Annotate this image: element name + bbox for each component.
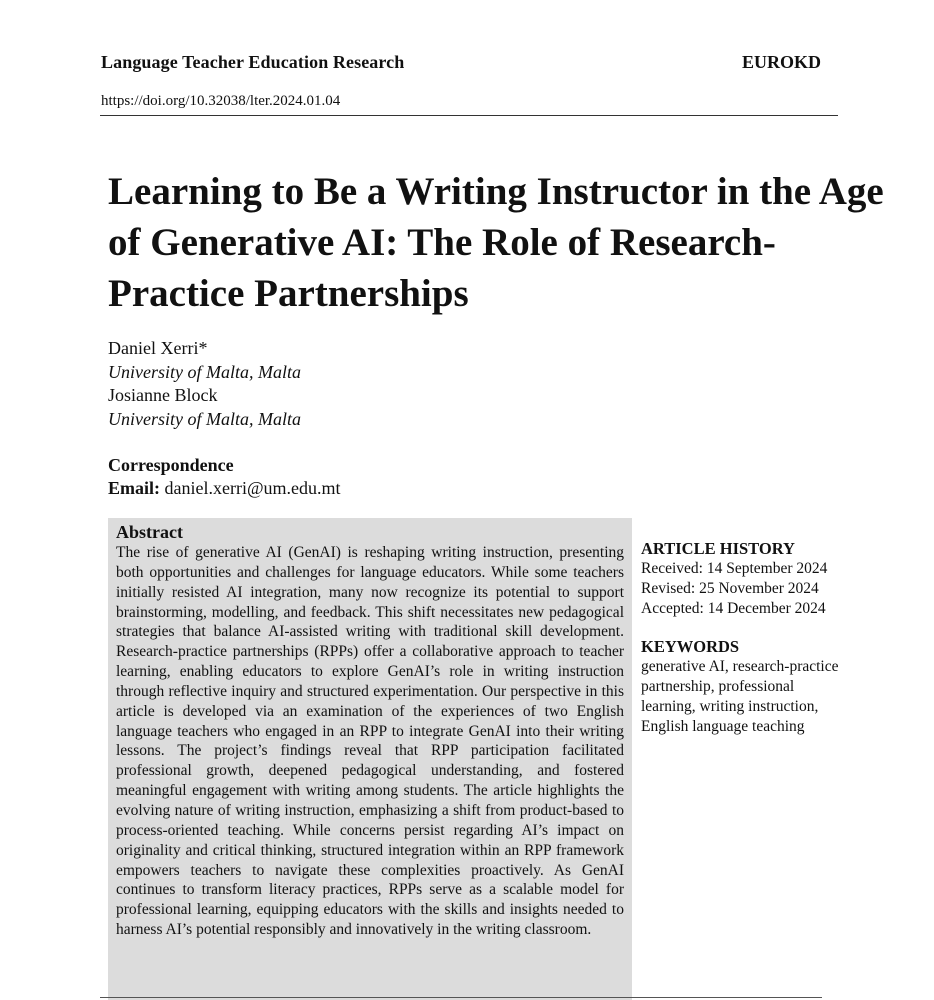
keywords-text: generative AI, research-practice partnership, professional learning, writing instruction, English language teaching xyxy=(641,658,839,735)
abstract-box xyxy=(108,518,632,1000)
keywords-heading: KEYWORDS xyxy=(641,637,740,656)
email-label: Email: xyxy=(108,478,160,498)
received-date: Received: 14 September 2024 xyxy=(641,560,828,577)
article-sidebar xyxy=(641,539,856,737)
doi-link[interactable]: https://doi.org/10.32038/lter.2024.01.04 xyxy=(101,93,341,109)
publisher-name: EUROKD xyxy=(741,52,821,72)
article-title: Learning to Be a Writing Instructor in the Age of Generative AI: The Role of Research-Practice Partnerships xyxy=(108,170,884,315)
correspondence-block xyxy=(108,454,341,500)
correspondence-heading: Correspondence xyxy=(108,455,234,475)
author-affiliation: University of Malta, Malta xyxy=(108,408,301,429)
email-address[interactable]: daniel.xerri@um.edu.mt xyxy=(164,478,341,498)
header-divider xyxy=(100,115,838,116)
article-history-heading: ARTICLE HISTORY xyxy=(641,539,795,558)
email-line xyxy=(108,477,341,500)
article-history-dates xyxy=(641,559,856,619)
accepted-date: Accepted: 14 December 2024 xyxy=(641,600,826,617)
revised-date: Revised: 25 November 2024 xyxy=(641,580,819,597)
footer-divider xyxy=(100,997,822,998)
abstract-heading: Abstract xyxy=(116,522,183,542)
author-name: Daniel Xerri* xyxy=(108,338,208,358)
journal-name: Language Teacher Education Research xyxy=(101,52,405,72)
author-affiliation: University of Malta, Malta xyxy=(108,361,301,382)
author-name: Josianne Block xyxy=(108,385,218,405)
author-list xyxy=(108,337,301,431)
abstract-text: The rise of generative AI (GenAI) is reshaping writing instruction, presenting both opportunities and challenges for language educators. While some teachers initially resisted AI integration, many now recognize its potential to support brainstorming, modelling, and feedback. This shift necessitates new pedagogical strategies that balance AI-assisted writing with traditional skill development. Research-practice partnerships (RPPs) offer a collaborative approach to teacher learning, enabling educators to explore GenAI’s role in writing instruction through reflective inquiry and structured experimentation. Our perspective in this article is developed via an examination of the experiences of two English language teachers who engaged in an RPP to integrate GenAI into their writing lessons. The project’s findings reveal that RPP participation facilitated professional growth, deepened pedagogical understanding, and fostered meaningful engagement with writing among students. The article highlights the evolving nature of writing instruction, emphasizing a shift from product-based to process-oriented teaching. While concerns persist regarding AI’s impact on originality and critical thinking, structured integration within an RPP framework empowers teachers to navigate these complexities proactively. As GenAI continues to transform literacy practices, RPPs serve as a scalable model for professional learning, equipping educators with the skills and insights needed to harness AI’s potential responsibly and innovatively in the writing classroom. xyxy=(116,544,624,939)
